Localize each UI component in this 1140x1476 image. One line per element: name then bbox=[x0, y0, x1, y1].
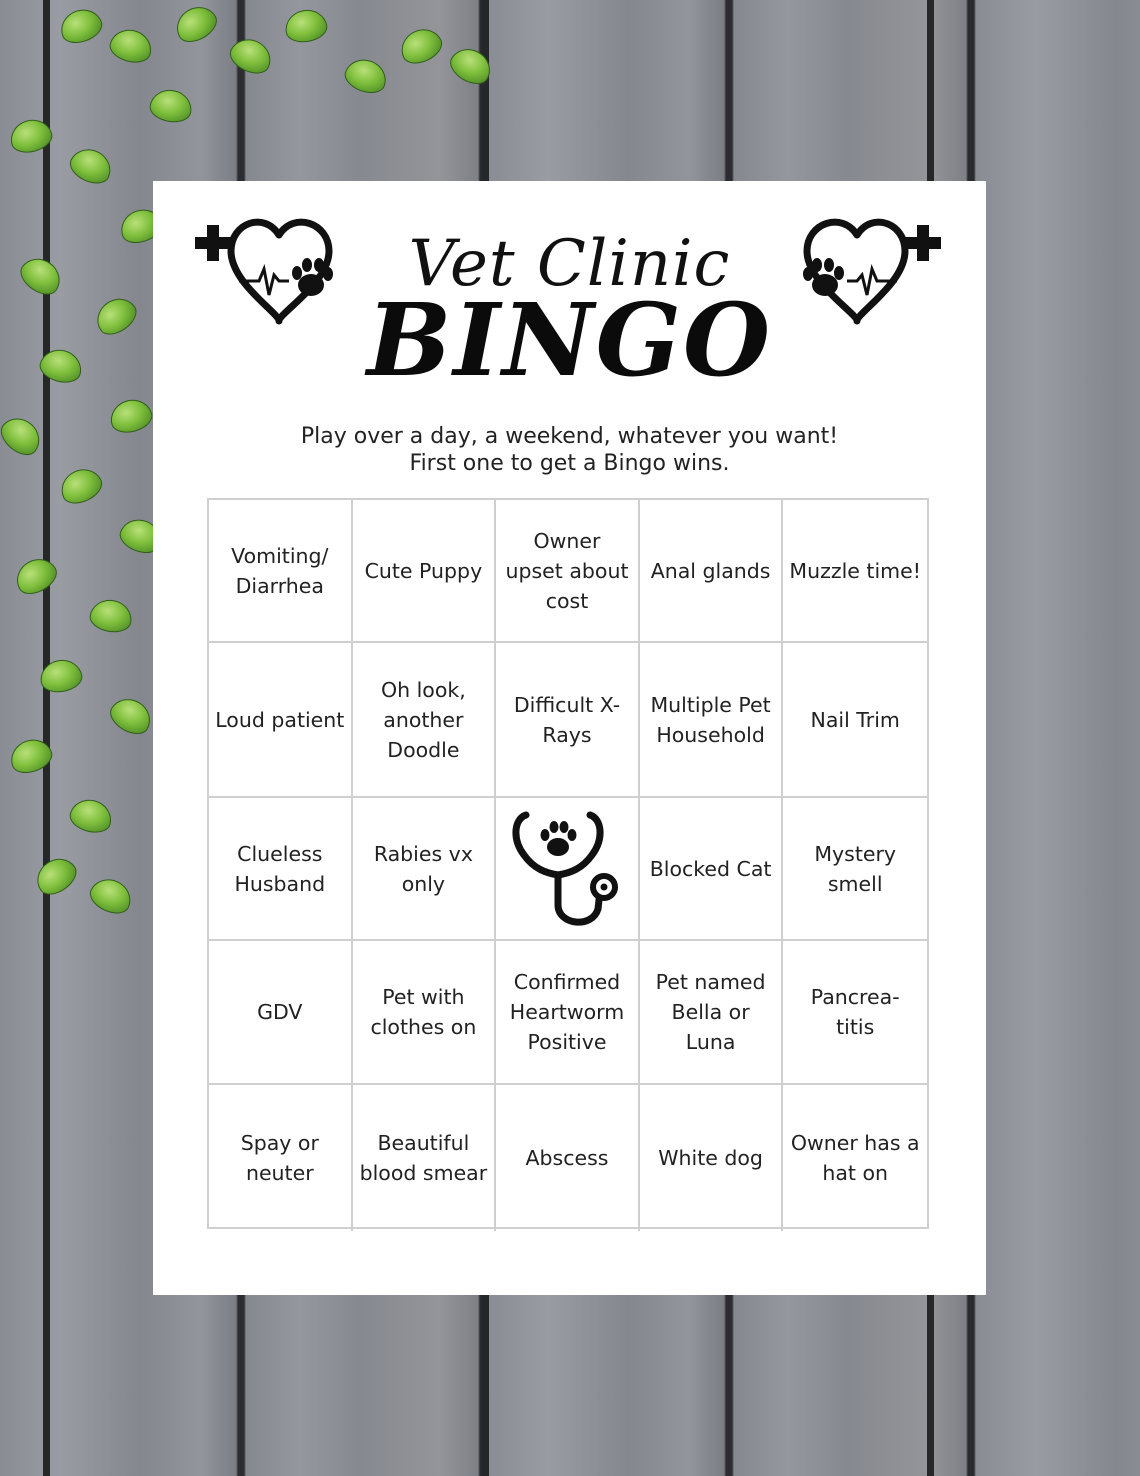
bingo-cell[interactable]: Muzzle time! bbox=[783, 500, 927, 643]
bingo-cell[interactable]: Mystery smell bbox=[783, 798, 927, 941]
bingo-grid bbox=[207, 498, 929, 1229]
bingo-cell[interactable]: Abscess bbox=[496, 1085, 640, 1231]
bingo-cell[interactable]: Clueless Husband bbox=[209, 798, 353, 941]
bingo-cell[interactable]: Owner upset about cost bbox=[496, 500, 640, 643]
free-space-cell[interactable] bbox=[496, 798, 640, 941]
bingo-cell[interactable]: Beautiful blood smear bbox=[353, 1085, 497, 1231]
instructions bbox=[153, 423, 986, 477]
ivy-vine-decoration bbox=[0, 0, 170, 930]
instructions-line-2: First one to get a Bingo wins. bbox=[409, 451, 730, 476]
bingo-cell[interactable]: Blocked Cat bbox=[640, 798, 784, 941]
bingo-cell[interactable]: Cute Puppy bbox=[353, 500, 497, 643]
stethoscope-paw-icon bbox=[512, 805, 622, 933]
bingo-cell[interactable]: Nail Trim bbox=[783, 643, 927, 798]
bingo-cell[interactable]: Pancrea- titis bbox=[783, 941, 927, 1085]
bingo-cell[interactable]: Vomiting/ Diarrhea bbox=[209, 500, 353, 643]
bingo-cell[interactable]: Multiple Pet Household bbox=[640, 643, 784, 798]
bingo-cell[interactable]: White dog bbox=[640, 1085, 784, 1231]
page-title: BINGO bbox=[366, 281, 773, 399]
bingo-cell[interactable]: Pet with clothes on bbox=[353, 941, 497, 1085]
bingo-cell[interactable]: Anal glands bbox=[640, 500, 784, 643]
bingo-cell[interactable]: Owner has a hat on bbox=[790, 1131, 920, 1185]
bingo-cell[interactable]: Spay or neuter bbox=[209, 1085, 353, 1231]
bingo-cell[interactable]: Rabies vx only bbox=[353, 798, 497, 941]
bingo-cell[interactable]: Oh look, another Doodle bbox=[353, 643, 497, 798]
title-script: Vet Clinic bbox=[408, 227, 731, 301]
bingo-card bbox=[153, 181, 986, 1295]
bingo-cell[interactable]: Difficult X-Rays bbox=[496, 643, 640, 798]
bingo-cell[interactable]: Confirmed Heartworm Positive bbox=[496, 941, 640, 1085]
bingo-cell[interactable]: Pet named Bella or Luna bbox=[640, 941, 784, 1085]
instructions-line-1: Play over a day, a weekend, whatever you want! bbox=[300, 424, 839, 449]
bingo-cell[interactable]: GDV bbox=[209, 941, 353, 1085]
bingo-cell[interactable]: Loud patient bbox=[209, 643, 353, 798]
